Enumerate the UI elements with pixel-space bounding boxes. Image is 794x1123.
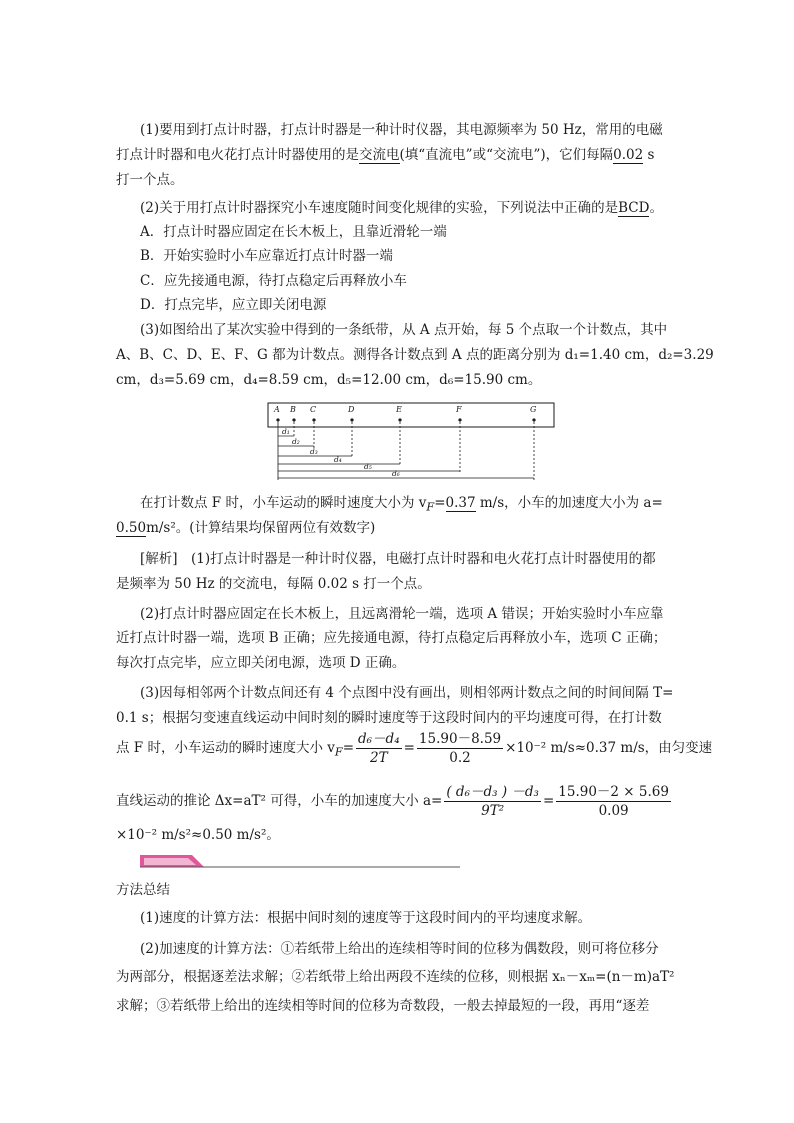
q3-result1-sub: F [426, 500, 435, 514]
analysis-line7: 0.1 s；根据匀变速直线运动中间时刻的瞬时速度等于这段时间内的平均速度可得，在打计数 [116, 710, 662, 726]
method-line4: 求解；③若纸带上给出的连续相等时间的位移为奇数段，一般去掉最短的一段，再用“逐差 [116, 998, 650, 1014]
q2-stem-a: (2)关于用打点计时器探究小车速度随时间变化规律的实验，下列说法中正确的是 [140, 200, 619, 216]
label-g: G [530, 405, 537, 414]
q1-line2-c: s [643, 147, 655, 163]
distance-arrows [278, 436, 534, 478]
q3-result1-a: 在打计数点 F 时，小车运动的瞬时速度大小为 v [140, 495, 427, 511]
method-header-bar [140, 853, 460, 873]
analysis-line3: (2)打点计时器应固定在长木板上，且远离滑轮一端，选项 A 错误；开始实验时小车应靠 [140, 606, 664, 622]
dot-f [458, 418, 461, 421]
label-d4: d₄ [334, 455, 342, 464]
q2-option-c: C．应先接通电源，待打点稳定后再释放小车 [140, 273, 407, 289]
method-bar-accent-light [144, 858, 196, 865]
analysis-l8-sub: F [334, 745, 343, 759]
dot-d [350, 418, 353, 421]
q2-stem [140, 198, 663, 218]
q3-answer-v: 0.37 [445, 495, 476, 511]
analysis-line6: (3)因每相邻两个计数点间还有 4 个点图中没有画出，则相邻两计数点之间的时间间隔 T= [140, 685, 674, 701]
velocity-value-numerator: 15.90－8.59 [418, 731, 502, 747]
q3-line1: (3)如图给出了某次实验中得到的一条纸带，从 A 点开始，每 5 个点取一个计数点，其中 [140, 322, 668, 338]
q3-answer-a: 0.50 [116, 520, 147, 536]
label-d3: d₃ [310, 447, 318, 456]
q3-result-line2 [116, 518, 375, 538]
label-f: F [456, 405, 462, 414]
q3-line2: A、B、C、D、E、F、G 都为计数点。测得各计数点到 A 点的距离分别为 d₁=1.40 cm，d₂=3.29 [116, 347, 714, 363]
method-line1: (1)速度的计算方法：根据中间时刻的速度等于这段时间内的平均速度求解。 [140, 910, 592, 926]
q3-result2: m/s²。(计算结果均保留两位有效数字) [146, 520, 376, 536]
dot-c [312, 418, 315, 421]
q1-answer-interval: 0.02 [613, 147, 644, 163]
dot-e [398, 418, 401, 421]
label-d: D [348, 405, 355, 414]
label-d1: d₁ [282, 427, 290, 436]
analysis-l8-d: ×10⁻² m/s≈0.37 m/s，由匀变速 [505, 740, 713, 756]
q1-answer-ac: 交流电 [359, 147, 400, 163]
label-c: C [310, 405, 317, 414]
dot-g [532, 418, 535, 421]
q2-option-b: B．开始实验时小车应靠近打点计时器一端 [140, 248, 393, 264]
method-line3: 为两部分，根据逐差法求解；②若纸带上给出两段不连续的位移，则根据 xₙ－xₘ=(n－m)aT² [116, 969, 675, 985]
q2-option-d: D．打点完毕，应立即关闭电源 [140, 297, 327, 313]
dot-b [292, 418, 295, 421]
tape-dots [276, 418, 535, 421]
velocity-formula-denominator: 2T [370, 750, 388, 766]
q3-result1-b: = [434, 495, 446, 511]
q3-result-line1 [140, 493, 663, 518]
acceleration-value-denominator: 0.09 [598, 803, 629, 819]
analysis-l9-a: 直线运动的推论 Δx=aT² 可得，小车的加速度大小 a= [116, 793, 443, 809]
q2-stem-b: 。 [649, 200, 663, 216]
analysis-l9-b: = [542, 793, 555, 809]
acceleration-formula-fraction [444, 783, 541, 820]
analysis-line10: ×10⁻² m/s²≈0.50 m/s²。 [116, 827, 280, 843]
analysis-line1: [解析] (1)打点计时器是一种计时仪器，电磁打点计时器和电火花打点计时器使用的都 [140, 551, 656, 567]
analysis-l8-a: 点 F 时，小车运动的瞬时速度大小 v [116, 740, 335, 756]
acceleration-formula-denominator: 9T² [481, 803, 505, 819]
tape-diagram [264, 400, 564, 482]
q1-line1: (1)要用到打点计时器，打点计时器是一种计时仪器，其电源频率为 50 Hz，常用的电磁 [140, 122, 663, 138]
q2-answer: BCD [618, 200, 650, 216]
velocity-formula-fraction [356, 730, 402, 767]
label-b: B [290, 405, 296, 414]
analysis-l8-c: = [403, 740, 415, 756]
analysis-line8 [116, 730, 712, 767]
q1-line2-a: 打点计时器和电火花打点计时器使用的是 [116, 147, 359, 163]
q3-line3: cm，d₃=5.69 cm，d₄=8.59 cm，d₅=12.00 cm，d₆=15.90 cm。 [116, 372, 542, 388]
acceleration-value-fraction [556, 783, 671, 820]
q1-line2-b: (填“直流电”或“交流电”)，它们每隔 [399, 147, 614, 163]
method-line2: (2)加速度的计算方法：①若纸带上给出的连续相等时间的位移为偶数段，则可将位移分 [140, 941, 659, 957]
label-d2: d₂ [292, 437, 300, 446]
analysis-line4: 近打点计时器一端，选项 B 正确；应先接通电源，待打点稳定后再释放小车，选项 C 正确； [116, 630, 667, 646]
label-d6: d₆ [392, 469, 400, 478]
q3-result1-c: m/s，小车的加速度大小为 a= [475, 495, 663, 511]
analysis-line5: 每次打点完毕，应立即关闭电源，选项 D 正确。 [116, 655, 406, 671]
acceleration-formula-numerator: ( d₆－d₃ ) －d₃ [446, 784, 539, 800]
label-d5: d₅ [364, 462, 372, 471]
dot-a [276, 418, 279, 421]
velocity-formula-numerator: d₆－d₄ [358, 731, 400, 747]
analysis-l8-b: = [342, 740, 354, 756]
velocity-value-fraction [417, 730, 503, 767]
velocity-value-denominator: 0.2 [449, 750, 471, 766]
method-title: 方法总结 [116, 882, 170, 898]
analysis-line2: 是频率为 50 Hz 的交流电，每隔 0.02 s 打一个点。 [116, 576, 431, 592]
q1-line3: 打一个点。 [116, 172, 184, 188]
label-e: E [396, 405, 402, 414]
label-a: A [274, 405, 280, 414]
analysis-line9 [116, 783, 673, 820]
q1-line2 [116, 145, 654, 165]
acceleration-value-numerator: 15.90－2 × 5.69 [558, 784, 669, 800]
q2-option-a: A．打点计时器应固定在长木板上，且靠近滑轮一端 [140, 224, 447, 240]
